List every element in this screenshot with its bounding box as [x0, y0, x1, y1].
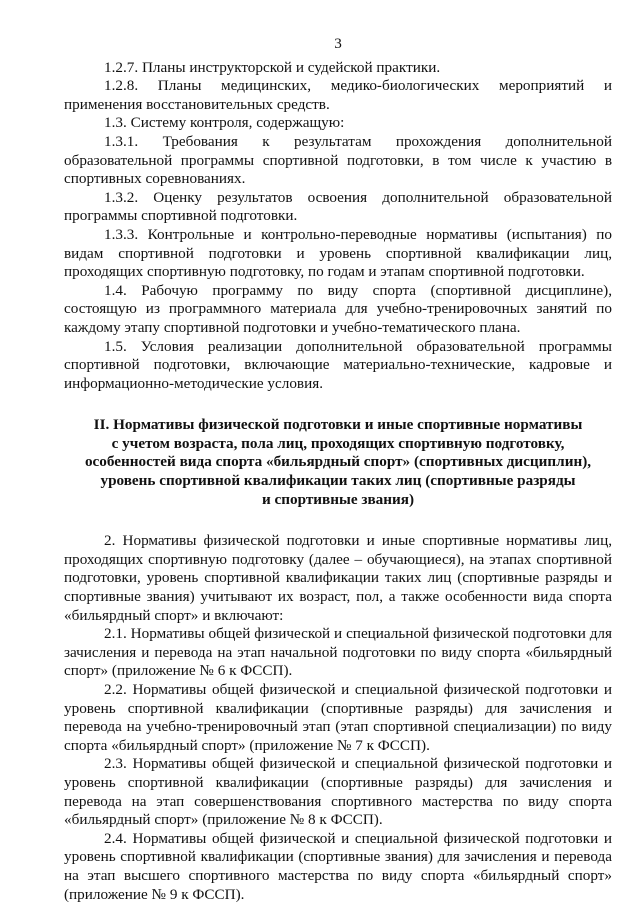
section-heading — [64, 416, 612, 509]
heading-line: особенностей вида спорта «бильярдный спорт» (спортивных дисциплин), — [84, 453, 592, 471]
page-number: 3 — [334, 35, 342, 52]
paragraph-1-2-7: 1.2.7. Планы инструкторской и судейской практики. — [104, 58, 441, 76]
paragraph-2-2: 2.2. Нормативы общей физической и специальной физической подготовки и уровень спортивной квалификации (спортивные разряды) для зачисления и перевода на учебно-тренировочный этап (этап спортивной специализации) по виду спорта «бильярдный спорт» (приложение № 7 к ФССП). — [64, 681, 612, 754]
paragraph-1-3: 1.3. Систему контроля, содержащую: — [104, 114, 345, 132]
paragraph-1-4: 1.4. Рабочую программу по виду спорта (спортивной дисциплине), состоящую из программного материала для учебно-тренировочных занятий по каждому этапу спортивной подготовки и учебно-тематического плана. — [64, 281, 612, 336]
heading-line: II. Нормативы физической подготовки и иные спортивные нормативы — [93, 416, 583, 434]
paragraph-1-3-1: 1.3.1. Требования к результатам прохождения дополнительной образовательной программы спортивной подготовки, в том числе к участию в спортивных соревнованиях. — [64, 132, 612, 188]
heading-line: уровень спортивной квалификации таких лиц (спортивные разряды — [100, 472, 576, 490]
paragraph-1-3-3: 1.3.3. Контрольные и контрольно-переводные нормативы (испытания) по видам спортивной подготовки и уровень спортивной квалификации лиц, проходящих спортивную подготовку, по годам и этапам спортивной подготовки. — [64, 225, 612, 281]
paragraph-2-1: 2.1. Нормативы общей физической и специальной физической подготовки для зачисления и перевода на этап начальной подготовки по виду спорта «бильярдный спорт» (приложение № 6 к ФССП). — [64, 625, 612, 680]
paragraph-2-4: 2.4. Нормативы общей физической и специальной физической подготовки и уровень спортивной квалификации (спортивные звания) для зачисления и перевода на этап высшего спортивного мастерства по виду спорта «бильярдный спорт» (приложение № 9 к ФССП). — [64, 829, 612, 903]
spacer — [64, 393, 612, 416]
paragraph-2-3: 2.3. Нормативы общей физической и специальной физической подготовки и уровень спортивной квалификации (спортивные разряды) для зачисления и перевода на этап совершенствования спортивного мастерства по виду спорта «бильярдный спорт» (приложение № 8 к ФССП). — [64, 755, 612, 829]
spacer — [64, 509, 612, 532]
paragraph-1-2-8: 1.2.8. Планы медицинских, медико-биологических мероприятий и применения восстановительных средств. — [64, 77, 612, 113]
paragraph-1-3-2: 1.3.2. Оценку результатов освоения дополнительной образовательной программы спортивной подготовки. — [64, 188, 612, 225]
paragraph-2: 2. Нормативы физической подготовки и иные спортивные нормативы лиц, проходящих спортивную подготовку (далее – обучающиеся), на этапах спортивной подготовки, уровень спортивной квалификации таких лиц (спортивные разряды и спортивные звания) учитывают их возраст, пол, а также особенности вида спорта «бильярдный спорт» и включают: — [64, 532, 612, 624]
heading-line: и спортивные звания) — [261, 490, 415, 508]
heading-line: с учетом возраста, пола лиц, проходящих спортивную подготовку, — [111, 434, 565, 452]
paragraph-1-5: 1.5. Условия реализации дополнительной образовательной программы спортивной подготовки, включающие материально-технические, кадровые и информационно-методические условия. — [64, 337, 612, 392]
document-page — [64, 35, 612, 904]
